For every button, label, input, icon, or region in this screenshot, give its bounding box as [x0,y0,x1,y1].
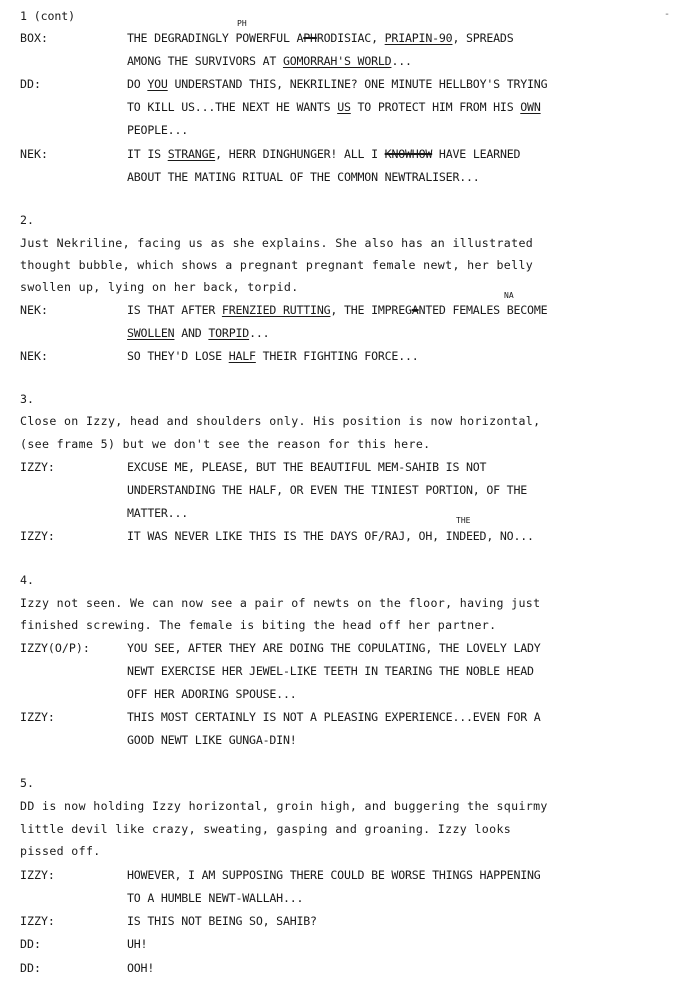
dialogue-line: TO KILL US...THE NEXT HE WANTS US TO PROTECT HIM FROM HIS OWN [127,100,541,114]
speaker: IZZY: [20,460,55,474]
speaker: DD: [20,937,41,951]
dialogue-line: AMONG THE SURVIVORS AT GOMORRAH'S WORLD... [127,54,412,68]
speaker: BOX: [20,31,48,45]
speaker: NEK: [20,147,48,161]
frame-description: Close on Izzy, head and shoulders only. His position is now horizontal, [20,414,541,428]
dialogue-line: IT WAS NEVER LIKE THIS IS THE DAYS OF/RAJ, OH, INDEED, NO... [127,529,534,543]
frame-description: pissed off. [20,844,101,858]
dialogue-line: SWOLLEN AND TORPID... [127,326,270,340]
dialogue-line: THE DEGRADINGLY POWERFUL APHRODISIAC, PRIAPIN-90, SPREADS [127,31,514,45]
frame-description: Izzy not seen. We can now see a pair of newts on the floor, having just [20,596,541,610]
frame-number: 4. [20,573,34,587]
frame-description: little devil like crazy, sweating, gasping and groaning. Izzy looks [20,822,512,836]
frame-number: 5. [20,776,34,790]
dialogue-line: SO THEY'D LOSE HALF THEIR FIGHTING FORCE... [127,349,419,363]
dialogue-line: NEWT EXERCISE HER JEWEL-LIKE TEETH IN TEARING THE NOBLE HEAD [127,664,534,678]
speaker: IZZY: [20,529,55,543]
dialogue-line: OOH! [127,961,155,975]
frame-description: Just Nekriline, facing us as she explains. She also has an illustrated [20,236,534,250]
dialogue-line: DO YOU UNDERSTAND THIS, NEKRILINE? ONE MINUTE HELLBOY'S TRYING [127,77,548,91]
frame-number: 2. [20,213,34,227]
dialogue-line: ABOUT THE MATING RITUAL OF THE COMMON NEWTRALISER... [127,170,480,184]
dialogue-line: GOOD NEWT LIKE GUNGA-DIN! [127,733,297,747]
dialogue-line: UNDERSTANDING THE HALF, OR EVEN THE TINIEST PORTION, OF THE [127,483,528,497]
dialogue-line: PEOPLE... [127,123,189,137]
speaker: IZZY(O/P): [20,641,90,655]
corner-mark: - [663,9,670,20]
speaker: IZZY: [20,868,55,882]
dialogue-line: TO A HUMBLE NEWT-WALLAH... [127,891,304,905]
frame-description: finished screwing. The female is biting the head off her partner. [20,618,497,632]
dialogue-line: HOWEVER, I AM SUPPOSING THERE COULD BE WORSE THINGS HAPPENING [127,868,541,882]
speaker: IZZY: [20,914,55,928]
speaker: NEK: [20,303,48,317]
frame-number: 3. [20,392,34,406]
dialogue-line: OFF HER ADORING SPOUSE... [127,687,297,701]
speaker: IZZY: [20,710,55,724]
speaker: DD: [20,961,41,975]
dialogue-line: THIS MOST CERTAINLY IS NOT A PLEASING EXPERIENCE...EVEN FOR A [127,710,541,724]
handwritten-insert: PH [237,19,247,28]
dialogue-line: IS THAT AFTER FRENZIED RUTTING, THE IMPREGANTED FEMALES BECOME [127,303,548,317]
handwritten-insert: THE [456,516,471,525]
frame-description: thought bubble, which shows a pregnant pregnant female newt, her belly [20,258,534,272]
frame-description: DD is now holding Izzy horizontal, groin high, and buggering the squirmy [20,799,548,813]
dialogue-line: IS THIS NOT BEING SO, SAHIB? [127,914,317,928]
dialogue-line: UH! [127,937,148,951]
dialogue-line: MATTER... [127,506,189,520]
dialogue-line: YOU SEE, AFTER THEY ARE DOING THE COPULATING, THE LOVELY LADY [127,641,541,655]
handwritten-insert: NA [504,291,514,300]
speaker: NEK: [20,349,48,363]
dialogue-line: EXCUSE ME, PLEASE, BUT THE BEAUTIFUL MEM-SAHIB IS NOT [127,460,487,474]
frame-description: swollen up, lying on her back, torpid. [20,280,299,294]
dialogue-line: IT IS STRANGE, HERR DINGHUNGER! ALL I KNOWHOW HAVE LEARNED [127,147,521,161]
speaker: DD: [20,77,41,91]
page-header: 1 (cont) [20,9,76,23]
frame-description: (see frame 5) but we don't see the reason for this here. [20,437,431,451]
